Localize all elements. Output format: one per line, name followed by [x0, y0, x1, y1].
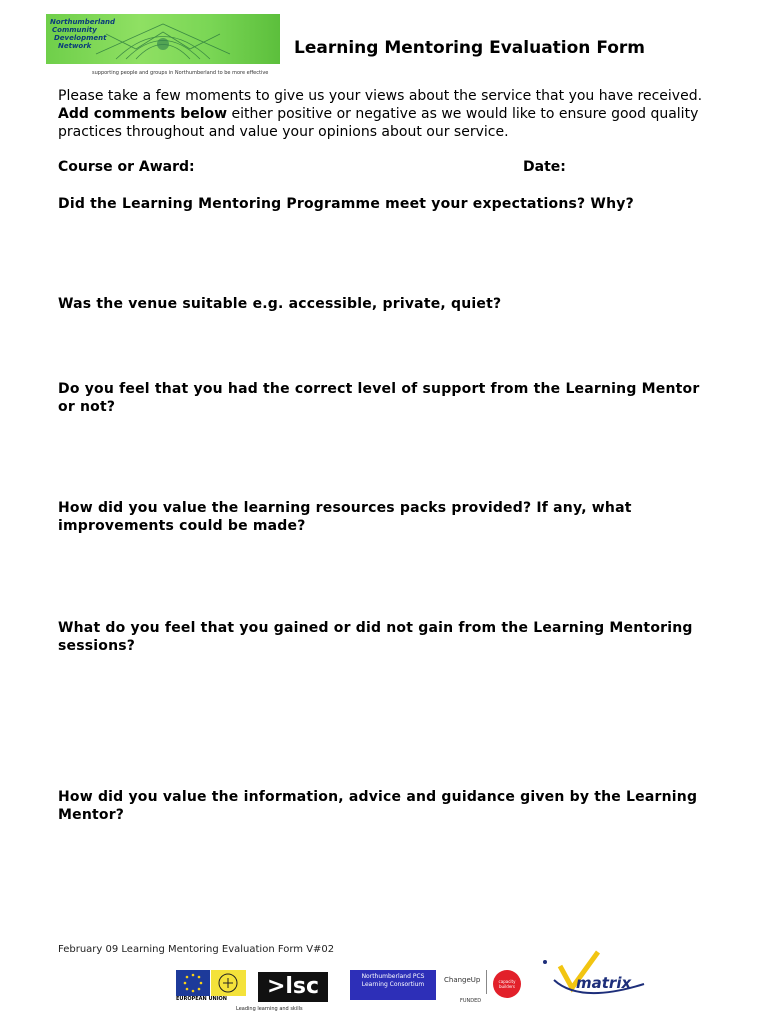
- funded-label: FUNDED: [460, 998, 482, 1004]
- matrix-logo: [540, 944, 652, 1008]
- intro-emphasis: Add comments below: [58, 106, 228, 122]
- eu-label: EUROPEAN UNION: [176, 996, 227, 1002]
- logo-tagline: supporting people and groups in Northumberland to be more effective: [92, 70, 269, 76]
- question-3: Do you feel that you had the correct level of support from the Learning Mentor or not?: [58, 381, 700, 415]
- matrix-wordmark: matrix: [576, 974, 632, 992]
- eu-logo: [176, 970, 246, 1002]
- course-award-label: Course or Award:: [58, 159, 195, 175]
- question-1: Did the Learning Mentoring Programme meet your expectations? Why?: [58, 196, 634, 212]
- organisation-logo: [46, 14, 280, 64]
- consortium-logo: Northumberland PCS Learning Consortium: [350, 970, 436, 1000]
- question-4: How did you value the learning resources packs provided? If any, what improvements could be made?: [58, 500, 632, 534]
- question-2: Was the venue suitable e.g. accessible, private, quiet?: [58, 296, 502, 312]
- intro-paragraph: [58, 87, 738, 141]
- lsc-tagline: Leading learning and skills: [236, 1006, 303, 1012]
- capacity-builders-logo: capacity builders: [493, 970, 521, 998]
- eu-emblem-icon: [211, 970, 246, 996]
- question-5: What do you feel that you gained or did not gain from the Learning Mentoring sessions?: [58, 620, 693, 654]
- intro-rest: either positive or negative as we would like to ensure good quality practices throughout and value your opinions about our service.: [58, 106, 699, 140]
- lsc-logo: >lsc: [258, 972, 328, 1002]
- question-6: How did you value the information, advice and guidance given by the Learning Mentor?: [58, 789, 698, 823]
- logo-text: Northumberland Community Development Network: [50, 18, 116, 50]
- changeup-logo: ChangeUp: [444, 976, 481, 984]
- date-label: Date:: [523, 159, 566, 175]
- eu-flag-icon: [176, 970, 210, 996]
- footer-version: February 09 Learning Mentoring Evaluation Form V#02: [58, 944, 335, 955]
- intro-line: Please take a few moments to give us your views about the service that you have received.: [58, 88, 703, 104]
- divider: [486, 970, 487, 994]
- form-title: Learning Mentoring Evaluation Form: [294, 38, 646, 58]
